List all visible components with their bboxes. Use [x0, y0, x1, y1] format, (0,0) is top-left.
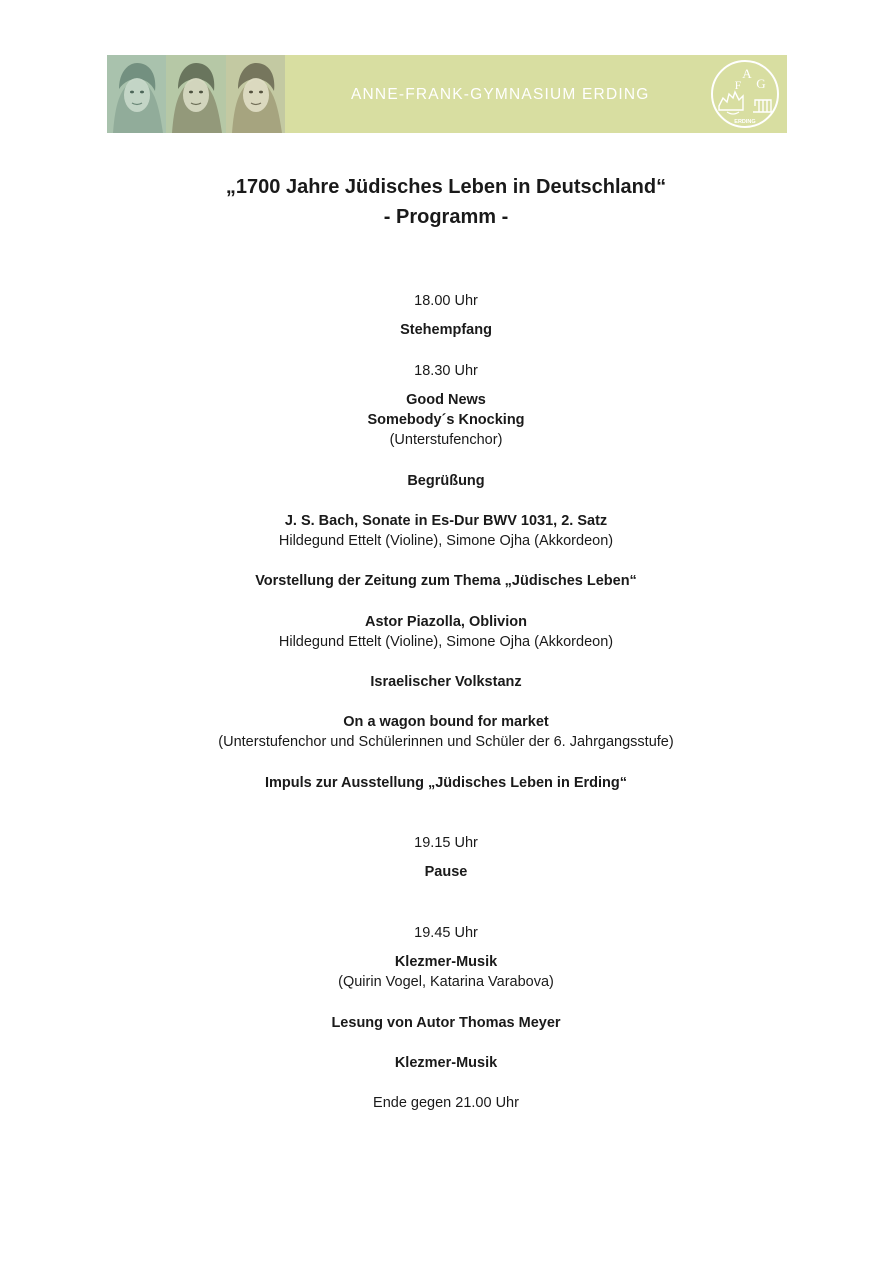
logo-letter-a: A: [742, 66, 752, 81]
program-performer: (Unterstufenchor): [389, 432, 503, 448]
program-item: Israelischer Volkstanz: [370, 674, 522, 690]
program-performer: (Quirin Vogel, Katarina Varabova): [338, 974, 554, 990]
program-item: J. S. Bach, Sonate in Es-Dur BWV 1031, 2. Satz: [284, 513, 608, 529]
program-time: 18.00 Uhr: [414, 293, 478, 309]
program-item: Lesung von Autor Thomas Meyer: [331, 1015, 561, 1031]
program-item: Astor Piazolla, Oblivion: [365, 614, 527, 630]
program-performer: Hildegund Ettelt (Violine), Simone Ojha (Akkordeon): [278, 533, 614, 549]
program-item: Vorstellung der Zeitung zum Thema „Jüdisches Leben“: [255, 573, 637, 589]
program-performer: (Unterstufenchor und Schülerinnen und Schüler der 6. Jahrgangsstufe): [218, 734, 674, 750]
program-item: Good News: [406, 392, 486, 408]
header-banner: [107, 55, 787, 133]
logo-city: ERDING: [734, 119, 756, 125]
program-item: Pause: [424, 864, 468, 880]
school-logo: [709, 58, 781, 130]
program-item: Impuls zur Ausstellung „Jüdisches Leben in Erding“: [264, 775, 627, 791]
logo-letter-f: F: [734, 78, 742, 92]
program-end: Ende gegen 21.00 Uhr: [373, 1095, 519, 1111]
program-item: On a wagon bound for market: [343, 714, 549, 730]
program-time: 18.30 Uhr: [414, 363, 478, 379]
portrait-image: [166, 55, 225, 133]
program-item: Klezmer-Musik: [394, 954, 498, 970]
logo-letter-g: G: [756, 76, 766, 91]
program-time: 19.45 Uhr: [414, 925, 478, 941]
program-time: 19.15 Uhr: [414, 835, 478, 851]
program-performer: Hildegund Ettelt (Violine), Simone Ojha (Akkordeon): [278, 634, 614, 650]
school-name: ANNE-FRANK-GYMNASIUM ERDING: [351, 86, 650, 103]
program-item: Klezmer-Musik: [394, 1055, 498, 1071]
portrait-image: [226, 55, 285, 133]
page-title: „1700 Jahre Jüdisches Leben in Deutschland“: [225, 176, 667, 198]
portrait-strip: [107, 55, 285, 133]
page-subtitle: - Programm -: [383, 206, 509, 228]
portrait-image: [107, 55, 166, 133]
program-item: Stehempfang: [400, 322, 492, 338]
program-item: Begrüßung: [407, 473, 485, 489]
program-item: Somebody´s Knocking: [367, 412, 525, 428]
